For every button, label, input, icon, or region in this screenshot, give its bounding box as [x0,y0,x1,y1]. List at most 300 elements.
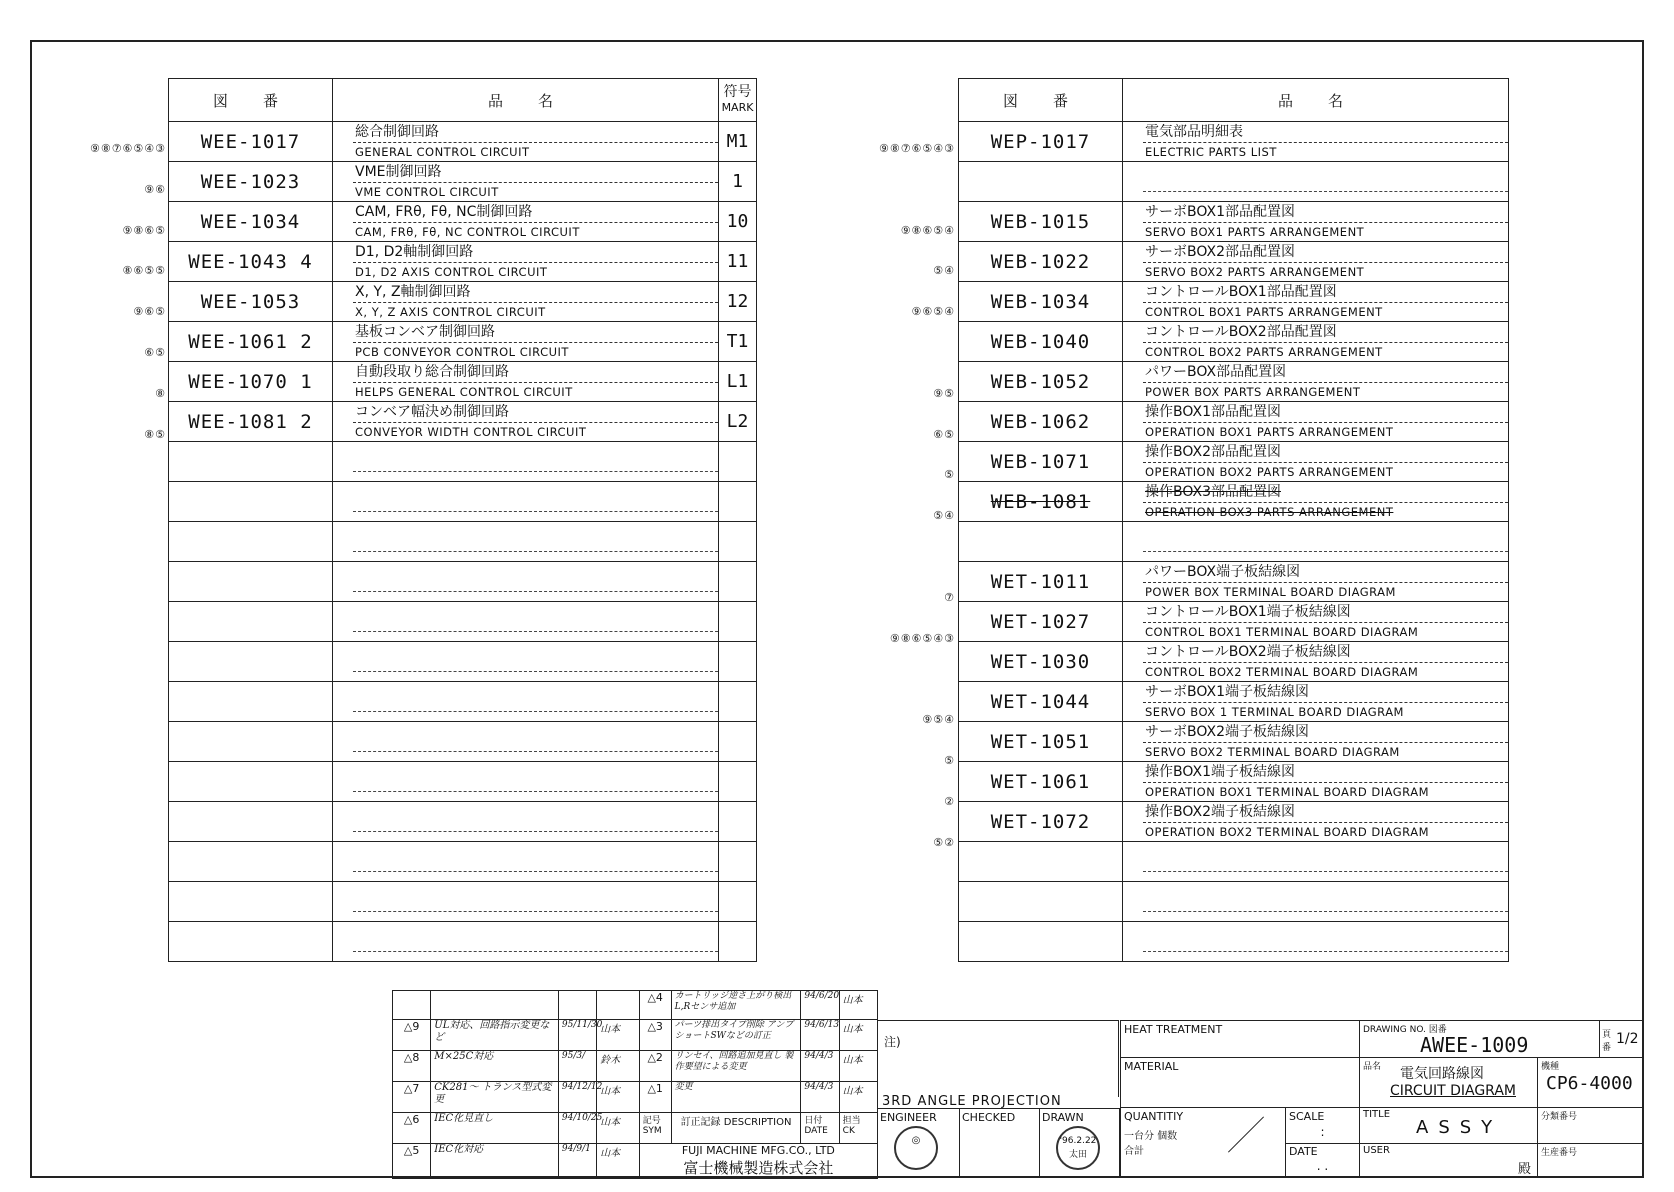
drawing-number [169,602,333,642]
revision-marks: ⑧⑥⑤⑤ [122,264,166,278]
revision-checker: 山本 [597,1113,640,1144]
part-name-jp: 操作BOX3部品配置図 [1143,483,1508,503]
part-name-jp: サーボBOX1部品配置図 [1143,203,1508,223]
drawing-number: WEB-1081 [959,482,1123,522]
scale-value: : [1320,1125,1325,1139]
company-jp: 富士機械製造株式会社 [683,1159,834,1177]
quantity-cell [1120,1108,1286,1178]
part-name [333,162,719,202]
part-name [333,562,719,602]
part-name [333,722,719,762]
revision-date: 94/10/25 [558,1113,596,1144]
revision-checker: 山本 [597,1144,640,1179]
table-row [959,402,1509,442]
part-mark: 1 [719,162,757,202]
drawing-number: WET-1011 [959,562,1123,602]
part-name [333,922,719,962]
drawing-number: WET-1027 [959,602,1123,642]
drawing-number: WEE-1017 [169,122,333,162]
part-name-jp: コントロールBOX1端子板結線図 [1143,603,1508,623]
model-label: 機種 [1541,1062,1560,1072]
revision-description: M×25C対応 [431,1051,559,1082]
revision-checker: 山本 [839,1020,877,1051]
drawing-number [169,842,333,882]
table-row [169,202,757,242]
date-cell [1286,1144,1360,1178]
part-name [1123,642,1509,682]
part-mark [719,642,757,682]
part-name-jp: パワーBOX部品配置図 [1143,363,1508,383]
table-row [169,802,757,842]
part-name [333,442,719,482]
part-name [333,322,719,362]
part-name [1123,522,1509,562]
table-row [959,722,1509,762]
checked-cell [960,1108,1040,1178]
revision-marks: ⑤④ [933,509,955,523]
date-label: DATE [1289,1145,1318,1158]
drawn-stamp: '96.2.22 太田 [1056,1126,1100,1170]
table-row [959,882,1509,922]
revision-header-ck: 担当 CK [839,1113,877,1144]
part-name-jp [353,772,718,792]
part-name [333,802,719,842]
part-name-jp: コンベア幅決め制御回路 [353,403,718,423]
drawing-number: WET-1051 [959,722,1123,762]
part-mark [719,682,757,722]
page-cell [1600,1020,1644,1058]
scale-label: SCALE [1289,1110,1325,1123]
part-name-jp [1143,852,1508,872]
part-name-jp: コントロールBOX2部品配置図 [1143,323,1508,343]
part-name [333,402,719,442]
table-row [959,282,1509,322]
drawing-number [169,802,333,842]
part-name-jp [353,932,718,952]
part-name-en: POWER BOX PARTS ARRANGEMENT [1145,384,1361,399]
table-row [169,762,757,802]
part-name-en: SERVO BOX2 PARTS ARRANGEMENT [1145,264,1365,279]
quantity-detail: 一台分 個数 合計 [1124,1131,1178,1157]
revision-date: 94/6/13 [801,1020,839,1051]
drawing-number: WEE-1043 4 [169,242,333,282]
part-name-en: GENERAL CONTROL CIRCUIT [355,144,530,159]
part-name-jp: サーボBOX1端子板結線図 [1143,683,1508,703]
part-name-jp: 基板コンベア制御回路 [353,323,718,343]
drawing-number [169,482,333,522]
name-cell [1360,1058,1538,1108]
revision-description: UL対応、回路指示変更など [431,1020,559,1051]
revision-checker: 山本 [597,1082,640,1113]
drawing-number: WEB-1040 [959,322,1123,362]
left-drawing-list [168,78,757,962]
part-name-en: CONTROL BOX1 PARTS ARRANGEMENT [1145,304,1383,319]
drawing-number [169,882,333,922]
part-name [333,602,719,642]
drawing-number: WEE-1034 [169,202,333,242]
table-row [959,202,1509,242]
drawing-number: WEE-1053 [169,282,333,322]
drawing-no-label: DRAWING NO. 図番 [1363,1025,1447,1035]
part-mark: T1 [719,322,757,362]
part-name-jp: 操作BOX2端子板結線図 [1143,803,1508,823]
revision-checker: 山本 [597,1020,640,1051]
part-name-en: OPERATION BOX2 PARTS ARRANGEMENT [1145,464,1394,479]
part-name-en: OPERATION BOX2 TERMINAL BOARD DIAGRAM [1145,824,1429,839]
part-name [1123,762,1509,802]
part-name-en: OPERATION BOX3 PARTS ARRANGEMENT [1145,504,1394,519]
part-name-jp: 操作BOX1端子板結線図 [1143,763,1508,783]
table-row [959,122,1509,162]
revision-symbol: △3 [639,1020,671,1051]
part-name [333,642,719,682]
part-name-jp [353,572,718,592]
name-en: CIRCUIT DIAGRAM [1390,1083,1516,1099]
part-name-en: CONTROL BOX2 PARTS ARRANGEMENT [1145,344,1383,359]
part-name [1123,602,1509,642]
revision-row [393,1144,878,1179]
revision-marks: ⑨⑥ [144,182,166,196]
part-name-en: X, Y, Z AXIS CONTROL CIRCUIT [355,304,546,319]
drawing-number [959,522,1123,562]
part-name [1123,242,1509,282]
header-name: 品 名 [1123,79,1509,122]
name-label: 品名 [1363,1062,1382,1072]
part-name-jp: D1, D2軸制御回路 [353,243,718,263]
class-cell [1538,1108,1644,1144]
table-row [959,922,1509,962]
drawing-number: WET-1072 [959,802,1123,842]
part-name-jp: VME制御回路 [353,163,718,183]
part-mark [719,562,757,602]
part-name [333,882,719,922]
drawing-number [169,682,333,722]
revision-checker: 山本 [839,991,877,1020]
part-name-en: OPERATION BOX1 PARTS ARRANGEMENT [1145,424,1394,439]
part-name [333,362,719,402]
part-mark [719,722,757,762]
drawing-number: WEB-1062 [959,402,1123,442]
material-cell [1120,1058,1360,1108]
drawn-label: DRAWN [1042,1111,1084,1124]
table-row [169,162,757,202]
part-name-jp [1143,172,1508,192]
table-row [169,562,757,602]
part-name-en: ELECTRIC PARTS LIST [1145,144,1277,159]
part-mark: 11 [719,242,757,282]
part-name [1123,162,1509,202]
revision-row [393,1020,878,1051]
table-row [169,922,757,962]
part-name [1123,322,1509,362]
part-name-jp [353,652,718,672]
header-drawing-no: 図 番 [169,79,333,122]
user-cell [1360,1144,1538,1178]
part-name-en: VME CONTROL CIRCUIT [355,184,499,199]
part-name-en: OPERATION BOX1 TERMINAL BOARD DIAGRAM [1145,784,1429,799]
part-name-jp [353,692,718,712]
drawing-number [169,442,333,482]
drawing-number: WEB-1022 [959,242,1123,282]
part-name [1123,682,1509,722]
drawing-number [169,522,333,562]
table-row [959,762,1509,802]
revision-marks: ⑨⑧⑥⑤④③ [889,631,955,645]
part-name-jp [1143,532,1508,552]
part-name [1123,722,1509,762]
part-name [1123,842,1509,882]
revision-row [393,1113,878,1144]
header-name: 品 名 [333,79,719,122]
revision-description: CK281〜 トランス型式変更 [431,1082,559,1113]
revision-marks: ⑨⑧⑥⑤ [122,223,166,237]
part-name [1123,122,1509,162]
table-row [169,882,757,922]
revision-date: 94/4/3 [801,1051,839,1082]
revision-marks: ② [944,794,955,808]
class-label: 分類番号 [1541,1112,1578,1122]
revision-date: 94/6/20 [801,991,839,1020]
drawing-number: WEE-1061 2 [169,322,333,362]
revision-header-desc: 訂正記録 DESCRIPTION [671,1113,801,1144]
part-name-jp: サーボBOX2部品配置図 [1143,243,1508,263]
part-name-jp: CAM, FRθ, Fθ, NC制御回路 [353,203,718,223]
part-name [333,242,719,282]
part-mark: M1 [719,122,757,162]
revision-row [393,1082,878,1113]
table-row [169,282,757,322]
table-row [169,482,757,522]
header-mark-jp: 符号 [723,84,752,100]
quantity-label: QUANTITIY [1124,1110,1184,1123]
drawing-number: WEE-1023 [169,162,333,202]
revision-date: 95/11/30 [558,1020,596,1051]
company-en: FUJI MACHINE MFG.CO., LTD [681,1144,835,1157]
revision-symbol: △5 [393,1144,431,1179]
drawing-number: WEB-1034 [959,282,1123,322]
drawing-number: WEB-1015 [959,202,1123,242]
drawing-number [959,922,1123,962]
revision-marks: ⑨⑥⑤ [133,305,166,319]
header-drawing-no: 図 番 [959,79,1123,122]
revision-marks: ⑥⑤ [144,346,166,359]
table-row [169,242,757,282]
part-name-en: SERVO BOX 1 TERMINAL BOARD DIAGRAM [1145,704,1404,719]
revision-symbol: △9 [393,1020,431,1051]
page-label: 頁番 [1602,1030,1612,1053]
table-row [959,242,1509,282]
drawing-number [169,922,333,962]
part-name-jp [353,612,718,632]
part-name [1123,442,1509,482]
part-name [1123,202,1509,242]
table-row [959,842,1509,882]
engineer-cell [878,1108,960,1178]
revision-description: カートリッジ逆さ上がり検出 L,Rセンサ追加 [671,991,801,1020]
user-label: USER [1363,1145,1390,1156]
part-name-jp: サーボBOX2端子板結線図 [1143,723,1508,743]
part-name [333,122,719,162]
model-cell [1538,1058,1644,1108]
drawing-number: WET-1030 [959,642,1123,682]
revision-checker: 鈴木 [597,1051,640,1082]
company-name [639,1144,877,1179]
part-name-jp: パワーBOX端子板結線図 [1143,563,1508,583]
part-name-jp: X, Y, Z軸制御回路 [353,283,718,303]
revision-marks: ⑤ [944,754,955,767]
part-name-en: D1, D2 AXIS CONTROL CIRCUIT [355,264,548,279]
drawing-number [959,842,1123,882]
revision-symbol: △4 [639,991,671,1020]
notes-area [878,1020,1119,1097]
revision-symbol: △7 [393,1082,431,1113]
drawing-number [169,642,333,682]
part-name-jp [353,732,718,752]
revision-checker: 山本 [839,1051,877,1082]
engineer-stamp: ◎ [894,1126,938,1170]
revision-marks: ⑨⑥⑤④ [911,305,955,319]
table-row [169,642,757,682]
table-row [959,642,1509,682]
part-name-en: SERVO BOX1 PARTS ARRANGEMENT [1145,224,1365,239]
notes-label: 注) [884,1035,901,1049]
part-name-en: CONVEYOR WIDTH CONTROL CIRCUIT [355,424,587,439]
revision-description: IEC化対応 [431,1144,559,1179]
date-value: . . [1316,1159,1329,1173]
page-value: 1/2 [1616,1031,1639,1047]
drawing-no-value: AWEE-1009 [1420,1033,1529,1057]
table-row [959,562,1509,602]
part-name-jp: 電気部品明細表 [1143,123,1508,143]
part-name-jp: 操作BOX2部品配置図 [1143,443,1508,463]
part-name-jp [1143,892,1508,912]
part-mark: 10 [719,202,757,242]
part-name-jp [353,532,718,552]
revision-marks: ⑨⑤ [933,386,955,400]
part-name-jp [353,812,718,832]
title-value: ASSY [1416,1117,1503,1138]
part-name [333,522,719,562]
part-mark [719,842,757,882]
table-row [959,802,1509,842]
table-row [169,402,757,442]
part-mark: L1 [719,362,757,402]
revision-marks: ⑧⑤ [144,427,166,441]
production-cell [1538,1144,1644,1178]
revision-symbol: △8 [393,1051,431,1082]
table-row [959,442,1509,482]
revision-marks: ⑨⑧⑦⑥⑤④③ [89,142,166,155]
table-row [169,842,757,882]
part-mark [719,522,757,562]
table-row [169,522,757,562]
revision-date: 95/3/ [558,1051,596,1082]
revision-block [392,990,878,1179]
table-row [959,682,1509,722]
part-name [333,842,719,882]
part-name [1123,402,1509,442]
table-row [169,362,757,402]
part-name-en: POWER BOX TERMINAL BOARD DIAGRAM [1145,584,1396,599]
engineer-label: ENGINEER [880,1111,937,1124]
revision-row [393,991,878,1020]
table-row [959,362,1509,402]
table-row [169,602,757,642]
part-name [1123,882,1509,922]
revision-header-date: 日付 DATE [801,1113,839,1144]
revision-description: IEC化見直し [431,1113,559,1144]
part-name-jp: 総合制御回路 [353,123,718,143]
part-name-jp [353,492,718,512]
projection: 3RD ANGLE PROJECTION [882,1094,1062,1109]
drawing-number: WEE-1081 2 [169,402,333,442]
production-label: 生産番号 [1541,1148,1578,1158]
revision-checker: 山本 [839,1082,877,1113]
revision-marks: ⑥⑤ [933,427,955,441]
table-row [169,682,757,722]
part-name [1123,802,1509,842]
part-mark: L2 [719,402,757,442]
revision-marks: ⑦ [944,590,955,604]
part-name-jp: コントロールBOX1部品配置図 [1143,283,1508,303]
drawing-number [169,722,333,762]
table-row [959,322,1509,362]
revision-marks: ⑨⑧⑦⑥⑤④③ [878,142,955,155]
part-name [1123,562,1509,602]
part-name [1123,282,1509,322]
part-name [333,202,719,242]
table-row [959,162,1509,202]
revision-symbol: △6 [393,1113,431,1144]
table-row [959,522,1509,562]
revision-header-sym: 記号 SYM [639,1113,671,1144]
part-name-en: HELPS GENERAL CONTROL CIRCUIT [355,384,573,399]
revision-description: パーツ排出タイプ削除 アンプショートSWなどの訂正 [671,1020,801,1051]
part-name-jp: コントロールBOX2端子板結線図 [1143,643,1508,663]
part-name-en: CAM, FRθ, Fθ, NC CONTROL CIRCUIT [355,224,580,239]
table-row [959,602,1509,642]
table-row [169,322,757,362]
part-name-jp [353,892,718,912]
part-name-en: CONTROL BOX2 TERMINAL BOARD DIAGRAM [1145,664,1419,679]
part-name [333,282,719,322]
title-label: TITLE [1363,1109,1391,1120]
heat-treatment-cell [1120,1020,1360,1058]
user-suffix: 殿 [1517,1162,1531,1177]
drawing-no-cell [1360,1020,1600,1058]
part-name-en: CONTROL BOX1 TERMINAL BOARD DIAGRAM [1145,624,1419,639]
table-row [169,722,757,762]
part-mark [719,442,757,482]
revision-date: 94/12/12 [558,1082,596,1113]
part-name-en: PCB CONVEYOR CONTROL CIRCUIT [355,344,569,359]
name-jp: 電気回路線図 [1400,1066,1484,1082]
revision-marks: ⑤④ [933,264,955,278]
drawn-cell [1040,1108,1120,1178]
part-name-jp [353,452,718,472]
part-name [333,762,719,802]
right-drawing-list [958,78,1509,962]
checked-label: CHECKED [962,1111,1016,1124]
table-row [959,482,1509,522]
drawing-number: WET-1061 [959,762,1123,802]
part-name [333,482,719,522]
material-label: MATERIAL [1124,1060,1179,1073]
header-mark [719,79,757,122]
part-name-en: SERVO BOX2 TERMINAL BOARD DIAGRAM [1145,744,1400,759]
part-mark: 12 [719,282,757,322]
title-cell [1360,1108,1538,1144]
